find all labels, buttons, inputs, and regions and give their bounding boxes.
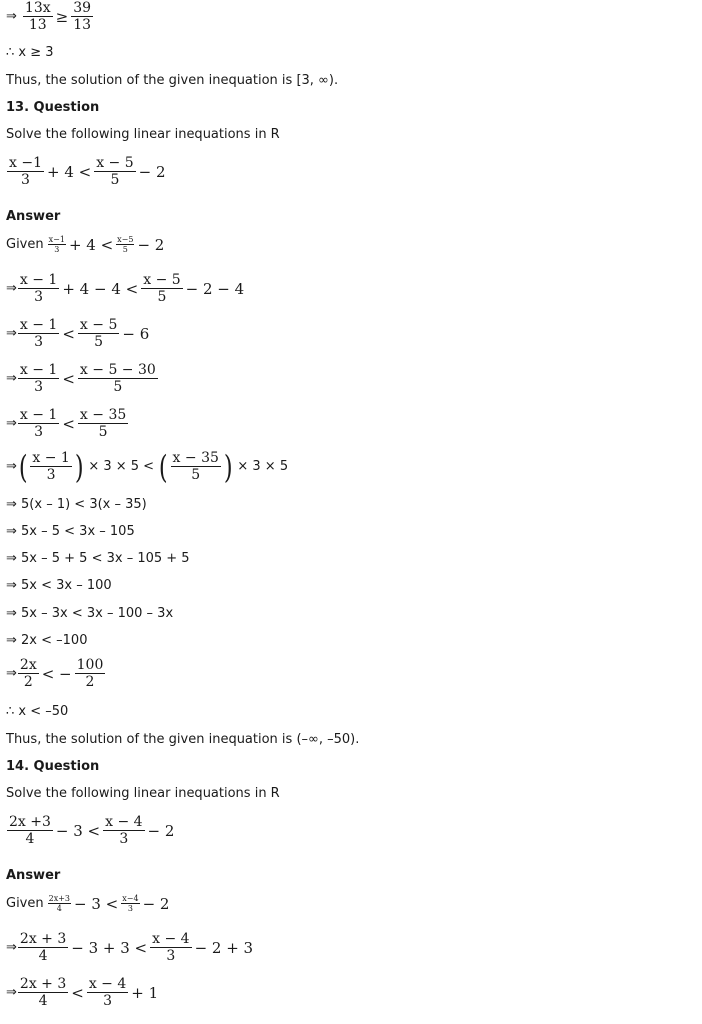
numerator: x − 1 bbox=[19, 407, 58, 423]
fraction bbox=[116, 235, 134, 254]
denominator: 5 bbox=[122, 245, 128, 255]
numerator: 100 bbox=[76, 657, 104, 673]
numerator: x − 1 bbox=[19, 272, 58, 288]
implies-arrow: ⇒ bbox=[6, 9, 17, 25]
relation: ≥ bbox=[55, 7, 69, 26]
numerator: x − 35 bbox=[172, 450, 219, 466]
denominator: 5 bbox=[98, 424, 108, 441]
operator: + 4 − 4 < bbox=[62, 279, 139, 298]
operator: − 2 − 4 bbox=[185, 279, 245, 298]
implies-arrow: ⇒ bbox=[6, 371, 17, 387]
fraction bbox=[18, 931, 68, 964]
denominator: 5 bbox=[157, 289, 167, 306]
numerator: x−5 bbox=[117, 235, 134, 244]
denominator: 3 bbox=[34, 379, 44, 396]
operator: + 4 < bbox=[46, 162, 92, 181]
q14-prompt: Solve the following linear inequations in R bbox=[6, 786, 280, 801]
numerator: x − 4 bbox=[152, 931, 190, 947]
denominator: 5 bbox=[94, 334, 104, 351]
operator: − 3 < bbox=[55, 821, 101, 840]
numerator: x − 4 bbox=[105, 814, 143, 830]
implies-arrow: ⇒ bbox=[6, 281, 17, 297]
numerator: x − 1 bbox=[19, 317, 58, 333]
q13-prompt: Solve the following linear inequations in R bbox=[6, 127, 280, 142]
q14-step-2 bbox=[6, 976, 160, 1009]
operator: < bbox=[62, 324, 75, 343]
denominator: 3 bbox=[34, 424, 44, 441]
numerator: x − 5 bbox=[143, 272, 181, 288]
q13-inequation bbox=[6, 155, 168, 188]
numerator: x − 1 bbox=[32, 450, 70, 466]
fraction bbox=[18, 272, 59, 305]
fraction bbox=[94, 155, 135, 188]
parenthesized-fraction: ( $\frac{x - 1}{3}$ ) bbox=[18, 447, 84, 486]
q13-conclusion: Thus, the solution of the given inequation is (–∞, –50). bbox=[6, 732, 360, 747]
fraction bbox=[103, 814, 144, 847]
operator: − 2 bbox=[147, 821, 175, 840]
q13-step-1 bbox=[6, 272, 246, 305]
denominator: 4 bbox=[56, 904, 62, 914]
denominator: 3 bbox=[119, 831, 129, 848]
numerator: x −1 bbox=[9, 155, 42, 171]
operator: + 1 bbox=[131, 983, 159, 1002]
fraction bbox=[78, 317, 119, 350]
q13-therefore: ∴ x < –50 bbox=[6, 704, 69, 719]
q13-step-7: ⇒ 5x – 5 < 3x – 105 bbox=[6, 524, 135, 539]
implies-arrow: ⇒ bbox=[6, 459, 17, 475]
denominator: 3 bbox=[21, 172, 30, 189]
operator: − 2 + 3 bbox=[194, 938, 254, 957]
denominator: 3 bbox=[34, 289, 44, 306]
denominator: 3 bbox=[54, 245, 60, 255]
fraction bbox=[18, 407, 59, 440]
fraction bbox=[18, 976, 68, 1009]
denominator: 5 bbox=[113, 379, 123, 396]
q13-step-8: ⇒ 5x – 5 + 5 < 3x – 105 + 5 bbox=[6, 551, 190, 566]
numerator: 2x+3 bbox=[48, 894, 71, 903]
numerator: 2x + 3 bbox=[19, 931, 67, 947]
q13-step-4 bbox=[6, 407, 129, 440]
implies-arrow: ⇒ bbox=[6, 416, 17, 432]
q13-step-9: ⇒ 5x < 3x – 100 bbox=[6, 578, 112, 593]
q13-heading: 13. Question bbox=[6, 100, 100, 115]
fraction bbox=[7, 155, 44, 188]
fraction bbox=[18, 362, 59, 395]
implies-arrow: ⇒ bbox=[6, 985, 17, 1001]
numerator: 39 bbox=[73, 0, 92, 16]
numerator: 13x bbox=[24, 0, 51, 16]
numerator: x − 1 bbox=[19, 362, 58, 378]
q13-step-10: ⇒ 5x – 3x < 3x – 100 – 3x bbox=[6, 606, 174, 621]
operator: + 4 < bbox=[68, 235, 114, 254]
denominator: 3 bbox=[34, 334, 44, 351]
denominator: 3 bbox=[46, 467, 56, 484]
q13-step-3 bbox=[6, 362, 159, 395]
numerator: x−4 bbox=[122, 894, 139, 903]
denominator: 2 bbox=[85, 674, 95, 691]
q14-given bbox=[6, 894, 171, 913]
fraction bbox=[71, 0, 93, 33]
fraction bbox=[18, 657, 39, 690]
q14-step-1 bbox=[6, 931, 255, 964]
q13-step-5 bbox=[6, 447, 289, 486]
fraction bbox=[23, 0, 53, 33]
q13-step-11: ⇒ 2x < –100 bbox=[6, 633, 88, 648]
implies-arrow: ⇒ bbox=[6, 326, 17, 342]
prev-conclusion: Thus, the solution of the given inequation is [3, ∞). bbox=[6, 73, 339, 88]
numerator: x − 35 bbox=[79, 407, 127, 423]
operator: × 3 × 5 bbox=[237, 459, 289, 475]
q14-inequation bbox=[6, 814, 176, 847]
denominator: 13 bbox=[73, 17, 92, 34]
fraction bbox=[48, 235, 66, 254]
numerator: x − 4 bbox=[88, 976, 127, 992]
fraction bbox=[87, 976, 128, 1009]
denominator: 4 bbox=[38, 993, 48, 1010]
operator: − 3 < bbox=[74, 894, 119, 913]
denominator: 4 bbox=[38, 948, 48, 965]
denominator: 2 bbox=[23, 674, 33, 691]
denominator: 3 bbox=[103, 993, 112, 1010]
prev-step-1 bbox=[6, 0, 94, 33]
numerator: x − 5 − 30 bbox=[79, 362, 156, 378]
fraction bbox=[7, 814, 53, 847]
operator: − 2 bbox=[142, 894, 170, 913]
implies-arrow: ⇒ bbox=[6, 666, 17, 682]
fraction bbox=[141, 272, 182, 305]
fraction bbox=[48, 894, 71, 913]
operator: < − bbox=[41, 664, 72, 683]
fraction bbox=[18, 317, 59, 350]
denominator: 5 bbox=[110, 172, 120, 189]
operator: < bbox=[62, 414, 75, 433]
fraction bbox=[78, 362, 158, 395]
numerator: x−1 bbox=[48, 235, 65, 244]
operator: − 3 + 3 < bbox=[71, 938, 148, 957]
given-label: Given bbox=[6, 896, 44, 912]
operator: < bbox=[71, 983, 84, 1002]
operator: < bbox=[62, 369, 75, 388]
prev-therefore: ∴ x ≥ 3 bbox=[6, 45, 54, 60]
parenthesized-fraction: ( $\frac{x - 35}{5}$ ) bbox=[158, 447, 233, 486]
q13-step-12 bbox=[6, 657, 106, 690]
fraction bbox=[150, 931, 191, 964]
denominator: 13 bbox=[28, 17, 47, 34]
given-label: Given bbox=[6, 237, 44, 253]
q14-heading: 14. Question bbox=[6, 759, 100, 774]
numerator: 2x + 3 bbox=[19, 976, 67, 992]
operator: − 2 bbox=[137, 235, 165, 254]
denominator: 4 bbox=[25, 831, 35, 848]
numerator: x − 5 bbox=[79, 317, 118, 333]
q14-answer-label: Answer bbox=[6, 868, 61, 883]
fraction bbox=[121, 894, 139, 913]
operator: − 6 bbox=[122, 324, 150, 343]
numerator: 2x +3 bbox=[9, 814, 51, 830]
operator: × 3 × 5 < bbox=[88, 459, 155, 475]
fraction bbox=[78, 407, 128, 440]
q13-given bbox=[6, 235, 166, 254]
q13-step-2 bbox=[6, 317, 151, 350]
q13-step-6: ⇒ 5(x – 1) < 3(x – 35) bbox=[6, 497, 147, 512]
denominator: 3 bbox=[127, 904, 133, 914]
q13-answer-label: Answer bbox=[6, 209, 61, 224]
fraction bbox=[30, 450, 71, 483]
implies-arrow: ⇒ bbox=[6, 940, 17, 956]
denominator: 5 bbox=[191, 467, 201, 484]
fraction bbox=[171, 450, 221, 483]
operator: − 2 bbox=[138, 162, 166, 181]
fraction bbox=[75, 657, 106, 690]
numerator: x − 5 bbox=[96, 155, 134, 171]
numerator: 2x bbox=[19, 657, 37, 673]
denominator: 3 bbox=[166, 948, 176, 965]
